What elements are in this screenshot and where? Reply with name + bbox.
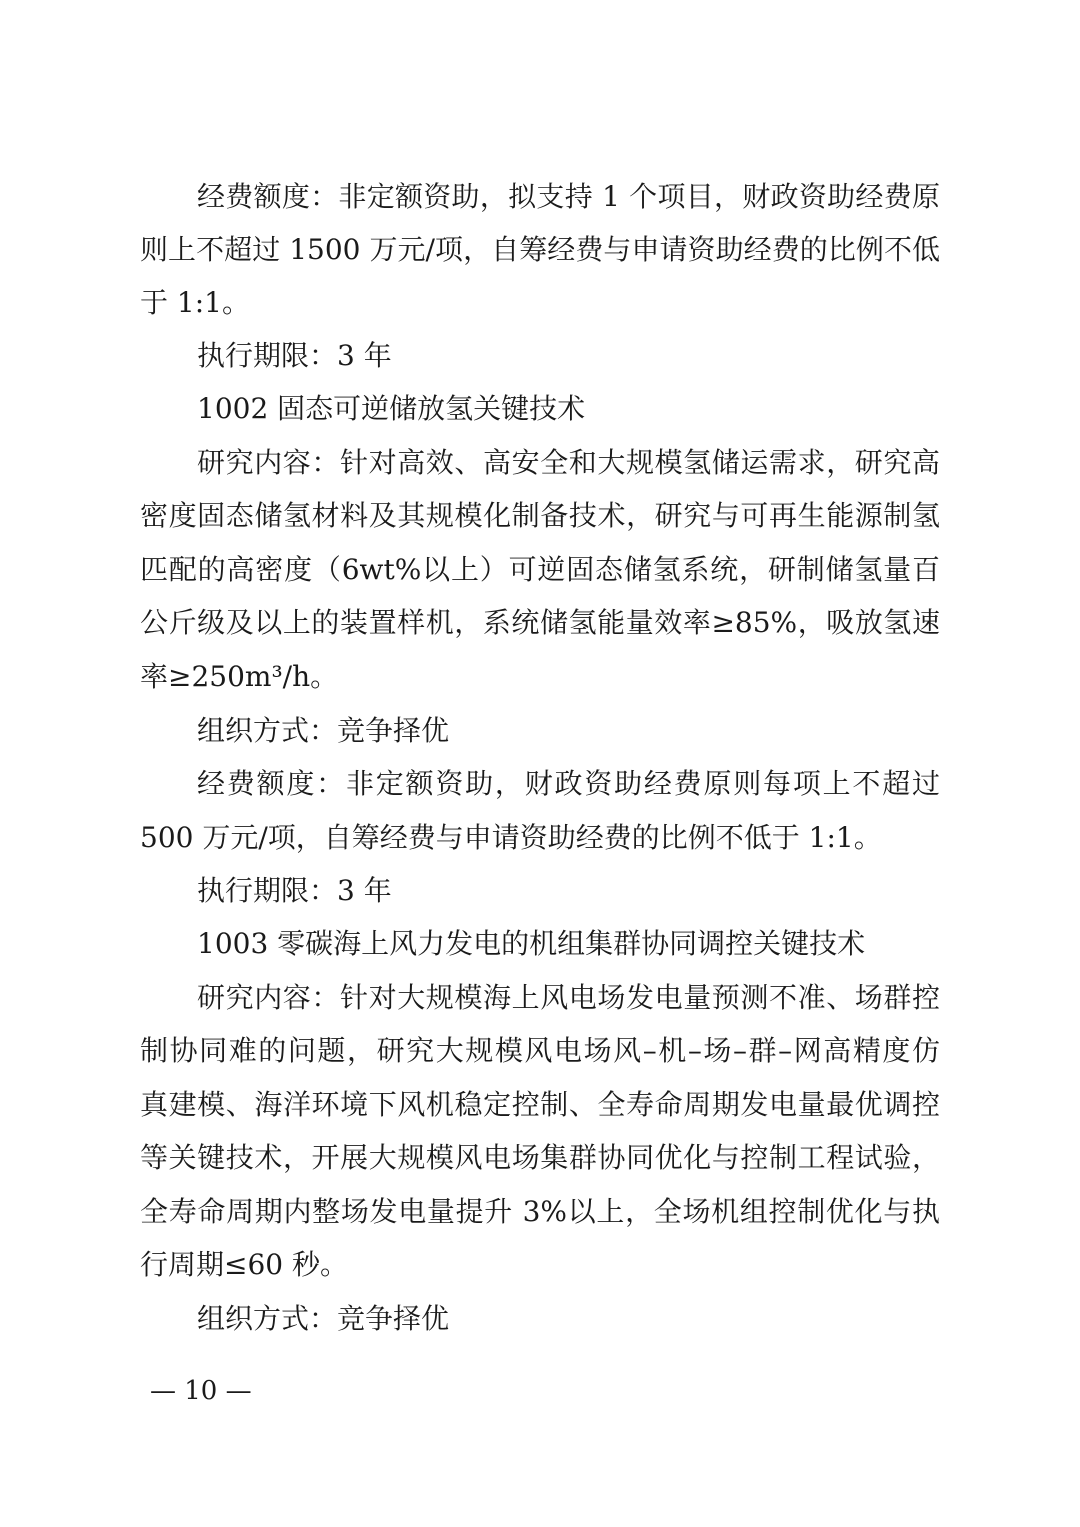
page-number: — 10 — [150,1376,252,1406]
research-content-1003-line-3: 真建模、海洋环境下风机稳定控制、全寿命周期发电量最优调控 [140,1088,940,1121]
funding-line-1002-b: 500 万元/项，自筹经费与申请资助经费的比例不低于 1:1。 [140,821,882,854]
research-content-line-2: 密度固态储氢材料及其规模化制备技术，研究与可再生能源制氢 [140,499,940,532]
duration-line: 执行期限：3 年 [197,339,392,372]
funding-line-3: 于 1:1。 [140,286,250,319]
research-content-1003-line-5: 全寿命周期内整场发电量提升 3%以上，全场机组控制优化与执 [140,1195,940,1228]
project-1003-heading: 1003 零碳海上风力发电的机组集群协同调控关键技术 [197,927,866,960]
funding-line-1002-a: 经费额度：非定额资助，财政资助经费原则每项上不超过 [197,767,940,800]
research-content-1003-line-2: 制协同难的问题，研究大规模风电场风–机–场–群–网高精度仿 [140,1034,940,1067]
organization-line: 组织方式：竞争择优 [197,714,450,747]
research-content-line-5: 率≥250m³/h。 [140,660,339,693]
research-content-1003-line-6: 行周期≤60 秒。 [140,1248,348,1281]
funding-line-2: 则上不超过 1500 万元/项，自筹经费与申请资助经费的比例不低 [140,233,940,266]
research-content-line-4: 公斤级及以上的装置样机，系统储氢能量效率≥85%，吸放氢速 [140,606,940,639]
research-content-1003-line-4: 等关键技术，开展大规模风电场集群协同优化与控制工程试验， [140,1141,940,1174]
project-1002-heading: 1002 固态可逆储放氢关键技术 [197,392,586,425]
funding-line-1: 经费额度：非定额资助，拟支持 1 个项目，财政资助经费原 [197,180,940,213]
duration-line-1002: 执行期限：3 年 [197,874,392,907]
organization-line-1003: 组织方式：竞争择优 [197,1302,450,1335]
research-content-line-1: 研究内容：针对高效、高安全和大规模氢储运需求，研究高 [197,446,940,479]
research-content-line-3: 匹配的高密度（6wt%以上）可逆固态储氢系统，研制储氢量百 [140,553,940,586]
research-content-1003-line-1: 研究内容：针对大规模海上风电场发电量预测不准、场群控 [197,981,940,1014]
